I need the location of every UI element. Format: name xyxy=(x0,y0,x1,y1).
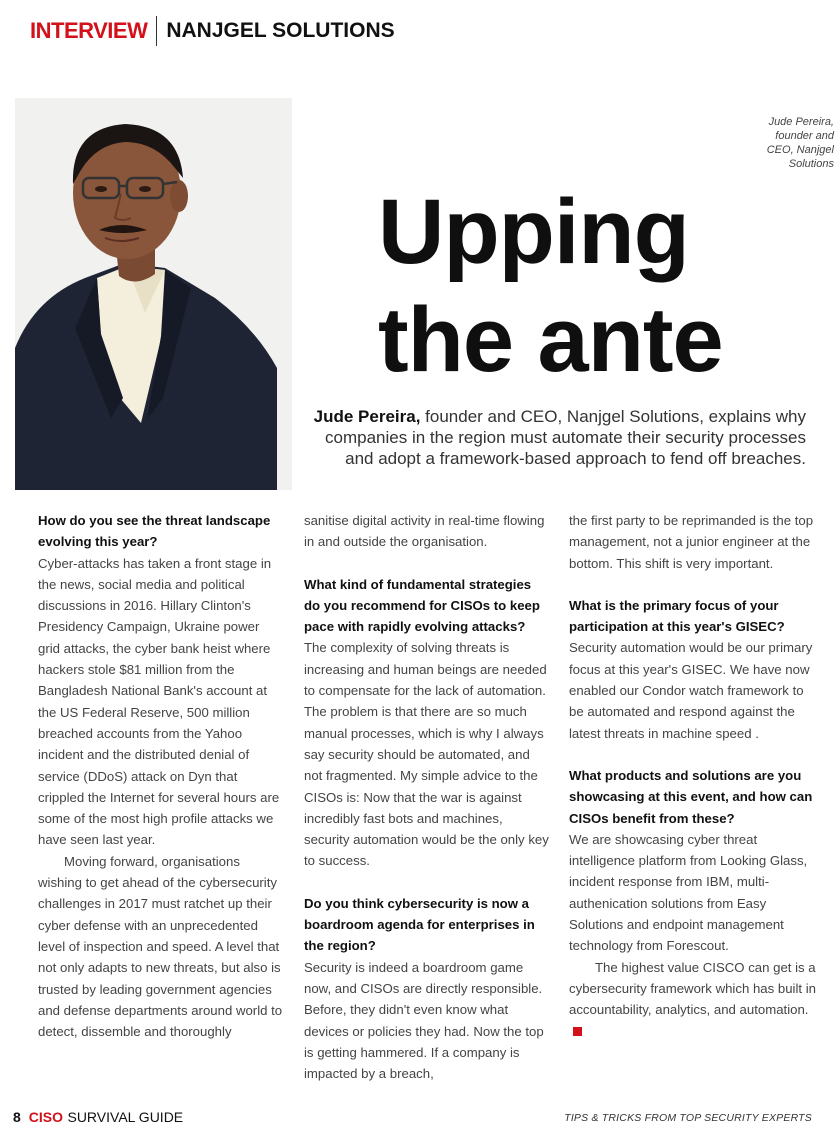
guide-label: SURVIVAL GUIDE xyxy=(67,1109,184,1125)
caption-line: Solutions xyxy=(788,158,834,170)
brand-label: CISO xyxy=(28,1109,64,1125)
question-heading: What products and solutions are you showcasing at this event, and how can CISOs benefit from these? xyxy=(569,767,813,826)
headline-line: Upping xyxy=(378,181,689,283)
answer-paragraph: Security automation would be our primary focus at this year's GISEC. We have now enabled our Condor watch framework to be automated and respond against the latest threats in machine speed . xyxy=(569,640,813,741)
caption-line: Jude Pereira, xyxy=(768,116,834,128)
footer-left xyxy=(13,1109,183,1127)
answer-paragraph: We are showcasing cyber threat intelligence platform from Looking Glass, incident response from IBM, multi-authenication solutions from Easy Solutions and endpoint management technology from Forescout. xyxy=(569,831,808,954)
header-divider xyxy=(156,16,157,46)
question-heading: Do you think cybersecurity is now a boardroom agenda for enterprises in the region? xyxy=(304,895,535,954)
standfirst xyxy=(306,406,806,469)
continued-paragraph: the first party to be reprimanded is the top management, not a junior engineer at the bottom. This shift is very important. xyxy=(569,513,814,571)
page-number: 8 xyxy=(13,1109,21,1125)
portrait-photo xyxy=(15,98,292,490)
portrait-illustration xyxy=(15,98,292,490)
end-mark-icon xyxy=(573,1027,582,1036)
question-heading: How do you see the threat landscape evolving this year? xyxy=(38,513,271,550)
closing-text: The highest value CISCO can get is a cybersecurity framework which has built in accountability, analytics, and automation. xyxy=(569,959,816,1018)
answer-paragraph: Cyber-attacks has taken a front stage in the news, social media and political discussions in 2016. Hillary Clinton's Presidency Campaign, Ukraine power grid attacks, the cyber bank heist where hackers stole $81 million from the Bangladesh National Bank's account at the US Federal Reserve, 500 million breached accounts from the Yahoo incident and the distributed denial of service (DDoS) attack on Dyn that crippled the Internet for several hours are some of the most high profile attacks we have seen last year. xyxy=(38,555,280,848)
caption-line: founder and xyxy=(775,130,834,142)
standfirst-text: founder and CEO, Nanjgel Solutions, explains why companies in the region must automate their security processes and adopt a framework-based approach to fend off breaches. xyxy=(325,407,806,468)
headline-line: the ante xyxy=(378,289,723,391)
question-heading: What is the primary focus of your participation at this year's GISEC? xyxy=(569,597,785,635)
continued-paragraph: sanitise digital activity in real-time flowing in and outside the organisation. xyxy=(304,513,545,550)
answer-paragraph: The complexity of solving threats is increasing and human beings are needed to compensate for the lack of automation. The problem is that there are so much manual processes, which is why I always say security should be automated, and not fragmented. My simple advice to the CISOs is: Now that the war is against incredibly fast bots and machines, security automation would be the only key to success. xyxy=(304,640,549,869)
answer-paragraph xyxy=(569,957,817,1042)
company-label: NANJGEL SOLUTIONS xyxy=(166,19,395,42)
answer-paragraph: Security is indeed a boardroom game now, and CISOs are directly responsible. Before, they didn't even know what devices or policies they had. Now the top is getting hammered. If a company is impacted by a breach, xyxy=(304,959,544,1082)
photo-caption xyxy=(734,115,834,171)
article-column-3 xyxy=(569,510,817,1042)
caption-line: CEO, Nanjgel xyxy=(766,144,834,156)
question-heading: What kind of fundamental strategies do you recommend for CISOs to keep pace with rapidly evolving attacks? xyxy=(304,576,540,635)
publication-name xyxy=(29,1109,183,1127)
footer-tagline: TIPS & TRICKS FROM TOP SECURITY EXPERTS xyxy=(564,1112,812,1124)
page-footer xyxy=(13,1108,812,1128)
page-header xyxy=(30,14,395,48)
article-column-2 xyxy=(304,510,549,1084)
answer-paragraph: Moving forward, organisations wishing to get ahead of the cybersecurity challenges in 2017 must ratchet up their cyber defense with an unprecedented level of inspection and speed. A level that not only adapts to new threats, but also is trusted by leading government agencies and defense departments around world to detect, dissemble and thoroughly xyxy=(38,853,283,1040)
standfirst-name: Jude Pereira, xyxy=(313,407,421,426)
section-label: INTERVIEW xyxy=(30,18,148,43)
headline xyxy=(378,178,723,394)
article-column-1 xyxy=(38,510,283,1042)
